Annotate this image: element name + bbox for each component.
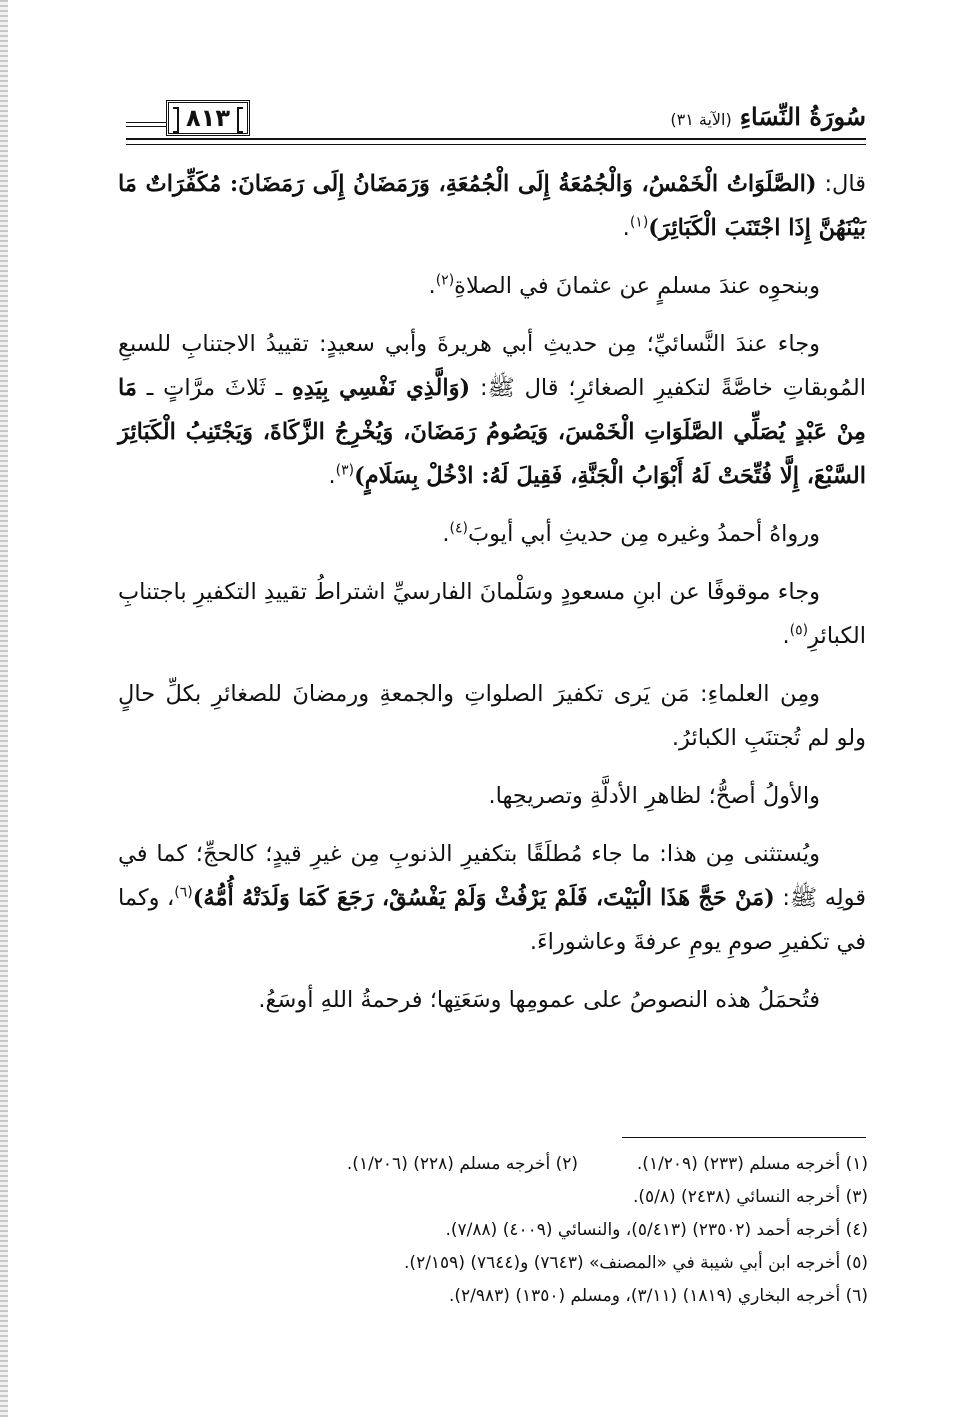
- body-text: .: [782, 623, 790, 649]
- page-number: ٨١٣: [186, 104, 230, 132]
- paragraph: [118, 978, 866, 1022]
- footnote-separator: [622, 1137, 866, 1138]
- header-rule-left: [126, 122, 166, 127]
- paragraph: [118, 832, 866, 964]
- hadith-text: (مَنْ حَجَّ هَذَا الْبَيْتَ، فَلَمْ يَرْفُثْ وَلَمْ يَفْسُقْ، رَجَعَ كَمَا وَلَدَتْهُ أُمُّهُ): [192, 885, 775, 911]
- footnote-marker: (٦): [174, 884, 193, 901]
- footnote-marker: (٥): [789, 622, 809, 639]
- footnote-2: (٢) أخرجه مسلم (٢٢٨) (١/٢٠٦).: [346, 1154, 578, 1174]
- paragraph: [118, 264, 866, 308]
- hadith-text: مَا مِنْ عَبْدٍ يُصَلِّي الصَّلَوَاتِ الْخَمْسَ، وَيَصُومُ رَمَضَانَ، وَيُخْرِجُ الزَّكَاةَ، وَيَجْتَنِبُ الْكَبَائِرَ السَّبْعَ، إِلَّا فُتِّحَتْ لَهُ أَبْوَابُ الْجَنَّةِ، فَقِيلَ لَهُ: ادْخُلْ بِسَلَامٍ): [118, 375, 866, 489]
- body-text: ، وكما في تكفيرِ صومِ يومِ عرفةَ وعاشوراءَ.: [118, 885, 866, 955]
- paragraph: [118, 162, 866, 250]
- body-text: وجاء موقوفًا عن ابنِ مسعودٍ وسَلْمانَ الفارسيِّ اشتراطُ تقييدِ التكفيرِ باجتنابِ الكبائرِ: [118, 579, 866, 649]
- body-text: ورواهُ أحمدُ وغيره مِن حديثِ أبي أيوبَ: [468, 521, 820, 547]
- footnote-marker: (١): [629, 214, 649, 231]
- body-text: ـ ثَلاثَ مرَّاتٍ ـ: [136, 375, 292, 401]
- footnote-marker: (٣): [335, 462, 355, 479]
- footnotes: [150, 1148, 868, 1313]
- footnote-marker: (٢): [435, 272, 455, 289]
- scan-edge: [0, 0, 8, 1417]
- ayah-reference: (الآية ٣١): [670, 110, 732, 129]
- paragraph: [118, 774, 866, 818]
- body-text: وبنحوِه عندَ مسلمٍ عن عثمانَ في الصلاةِ: [454, 273, 820, 299]
- footnote-4: (٤) أخرجه أحمد (٢٣٥٠٢) (٥/٤١٣)، والنسائي (٤٠٠٩) (٧/٨٨).: [445, 1220, 868, 1240]
- body-text: والأولُ أصحُّ؛ لظاهرِ الأدلَّةِ وتصريحِها.: [488, 783, 820, 809]
- paragraph: [118, 512, 866, 556]
- footnote-5: (٥) أخرجه ابن أبي شيبة في «المصنف» (٧٦٤٣) و(٧٦٤٤) (٢/١٥٩).: [404, 1253, 868, 1273]
- body-text: .: [328, 463, 336, 489]
- body-text: ومِن العلماءِ: مَن يَرى تكفيرَ الصلواتِ والجمعةِ ورمضانَ للصغائرِ بكلِّ حالٍ ولو لم تُجتنَبِ الكبائرُ.: [118, 681, 866, 751]
- body-text: وجاء عندَ النَّسائيِّ؛ مِن حديثِ أبي هريرةَ وأبي سعيدٍ: تقييدُ الاجتنابِ للسبعِ المُوبقاتِ خاصَّةً لتكفيرِ الصغائرِ؛ قال ﷺ:: [118, 331, 866, 401]
- footnote-marker: (٤): [449, 520, 468, 537]
- header-rule: [126, 138, 866, 145]
- paragraph: [118, 322, 866, 498]
- footnote-3: (٣) أخرجه النسائي (٢٤٣٨) (٥/٨).: [632, 1187, 868, 1207]
- hadith-text: (وَالَّذِي نَفْسِي بِيَدِهِ: [292, 375, 471, 401]
- hadith-text: (الصَّلَوَاتُ الْخَمْسُ، وَالْجُمُعَةُ إِلَى الْجُمُعَةِ، وَرَمَضَانُ إِلَى رَمَضَانَ: مُكَفِّرَاتٌ مَا بَيْنَهُنَّ إِذَا اجْتَنَبَ الْكَبَائِرَ): [118, 171, 866, 241]
- running-head: [670, 102, 866, 131]
- main-text: [118, 162, 866, 1036]
- page-header: [126, 100, 866, 140]
- paragraph: [118, 672, 866, 760]
- paragraph: [118, 570, 866, 658]
- footnote-6: (٦) أخرجه البخاري (١٨١٩) (٣/١١)، ومسلم (١٣٥٠) (٢/٩٨٣).: [448, 1286, 868, 1306]
- body-text: .: [442, 521, 450, 547]
- body-text: .: [622, 215, 630, 241]
- footnote-row: [150, 1148, 868, 1181]
- body-text: قال:: [816, 171, 866, 197]
- page-number-box: [166, 100, 250, 136]
- body-text: ويُستثنى مِن هذا: ما جاء مُطلَقًا بتكفيرِ الذنوبِ مِن غيرِ قيدٍ؛ كالحجِّ؛ كما في قولِه ﷺ:: [118, 841, 867, 911]
- surah-title: سُورَةُ النِّسَاءِ: [739, 102, 866, 131]
- body-text: .: [428, 273, 436, 299]
- footnote-1: (١) أخرجه مسلم (٢٣٣) (١/٢٠٩).: [636, 1154, 868, 1174]
- body-text: فتُحمَلُ هذه النصوصُ على عمومِها وسَعَتِها؛ فرحمةُ اللهِ أوسَعُ.: [258, 987, 820, 1013]
